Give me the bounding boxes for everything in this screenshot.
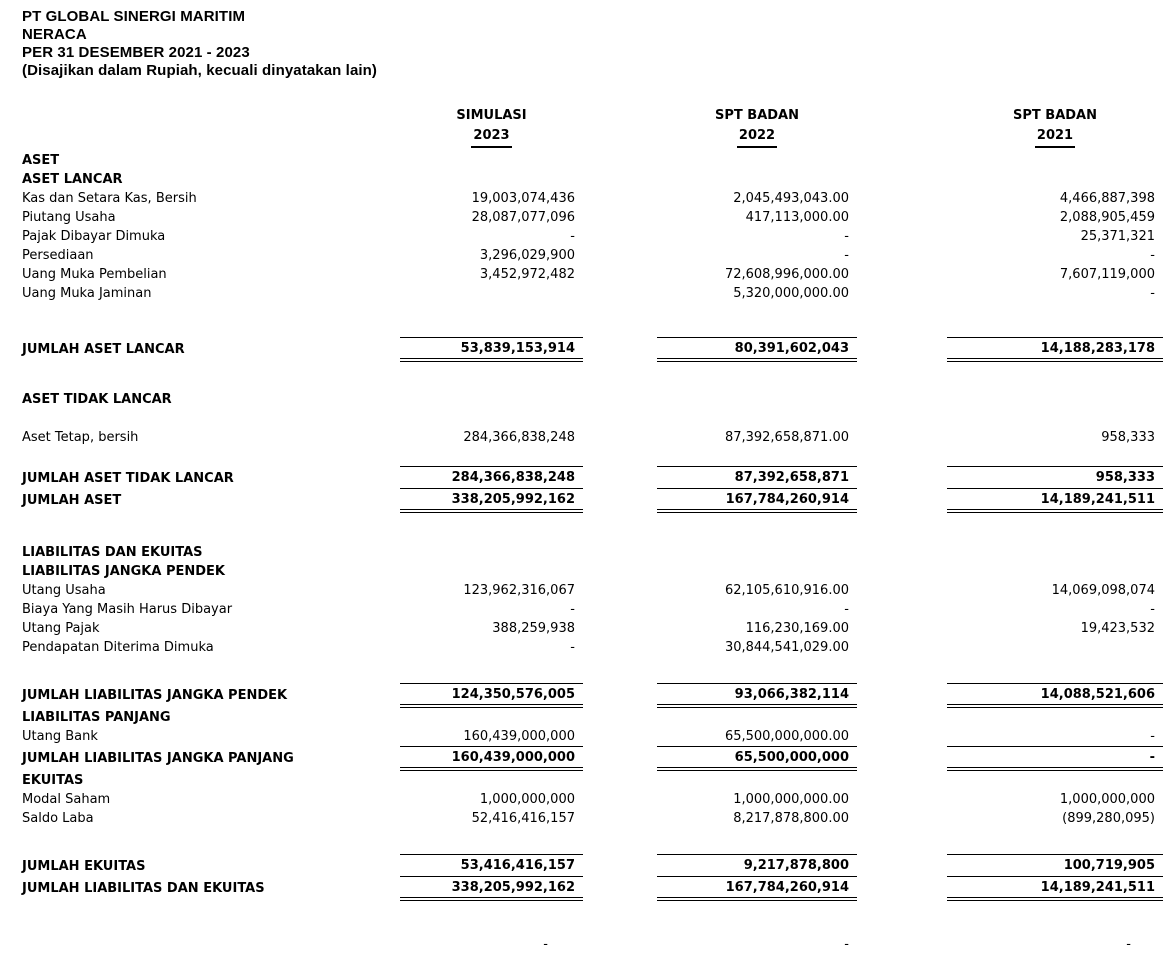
- row-label: Biaya Yang Masih Harus Dibayar: [22, 602, 233, 617]
- column-gap: [583, 708, 657, 727]
- value-2021: [947, 771, 1163, 790]
- value-2023: -: [543, 937, 548, 952]
- column-gap: [583, 428, 657, 447]
- row-label: JUMLAH ASET: [22, 493, 122, 508]
- value-2021: 958,333: [1101, 430, 1155, 445]
- spacer-row: [22, 828, 1174, 854]
- column-gap: [857, 170, 947, 189]
- table-row: [22, 337, 1174, 362]
- value-2021: [947, 170, 1163, 189]
- column-gap: [857, 771, 947, 790]
- table-row: [22, 876, 1174, 901]
- table-row: [22, 208, 1174, 227]
- value-2021: -: [947, 746, 1163, 771]
- column-gap: [583, 600, 657, 619]
- column-gap: [583, 727, 657, 746]
- column-gap: [583, 170, 657, 189]
- value-2023: 19,003,074,436: [471, 191, 575, 206]
- spacer-row: [22, 901, 1174, 935]
- value-2023: [400, 771, 583, 790]
- column-gap: [857, 227, 947, 246]
- value-2023: [400, 562, 583, 581]
- column-year-2021: [947, 126, 1163, 146]
- value-2021: -: [1150, 248, 1155, 263]
- value-2022: 80,391,602,043: [657, 337, 857, 362]
- report-period: PER 31 DESEMBER 2021 - 2023: [22, 44, 250, 61]
- value-2021: -: [1150, 729, 1155, 744]
- column-gap: [583, 488, 657, 513]
- column-gap: [583, 562, 657, 581]
- table-row: [22, 543, 1174, 562]
- row-label: LIABILITAS DAN EKUITAS: [22, 545, 203, 560]
- column-gap: [583, 337, 657, 362]
- value-2023: 124,350,576,005: [400, 683, 583, 708]
- table-body: [22, 151, 1174, 954]
- column-gap: [857, 935, 947, 954]
- value-2022: [657, 771, 857, 790]
- table-row: [22, 466, 1174, 488]
- row-label: LIABILITAS JANGKA PENDEK: [22, 564, 225, 579]
- value-2023: 160,439,000,000: [400, 746, 583, 771]
- row-label: JUMLAH LIABILITAS JANGKA PANJANG: [22, 751, 294, 766]
- value-2022: -: [844, 229, 849, 244]
- value-2022: [657, 170, 857, 189]
- column-gap: [857, 466, 947, 488]
- header-year-spacer: [22, 126, 400, 146]
- value-2022: 93,066,382,114: [657, 683, 857, 708]
- value-2023: [400, 390, 583, 409]
- value-2022: 8,217,878,800.00: [733, 811, 849, 826]
- value-2023: 53,839,153,914: [400, 337, 583, 362]
- table-row: [22, 771, 1174, 790]
- year-underline-2021: 2021: [1035, 126, 1075, 148]
- row-label: Utang Pajak: [22, 621, 100, 636]
- column-year-row: [22, 126, 1174, 146]
- column-year-2022: [657, 126, 857, 146]
- value-2022: 417,113,000.00: [745, 210, 849, 225]
- column-gap: [583, 227, 657, 246]
- row-label: Utang Bank: [22, 729, 98, 744]
- table-row: [22, 809, 1174, 828]
- table-row: [22, 854, 1174, 876]
- value-2023: 338,205,992,162: [400, 488, 583, 513]
- row-label: Pendapatan Diterima Dimuka: [22, 640, 214, 655]
- year-underline-2022: 2022: [737, 126, 777, 148]
- column-gap: [857, 581, 947, 600]
- value-2022: [657, 390, 857, 409]
- column-gap: [857, 126, 947, 146]
- table-row: [22, 227, 1174, 246]
- column-header-2021: SPT BADAN: [1013, 108, 1097, 123]
- row-label: ASET LANCAR: [22, 172, 123, 187]
- header-label-spacer: [22, 106, 400, 126]
- value-2022: 167,784,260,914: [657, 876, 857, 901]
- value-2021: 14,069,098,074: [1051, 583, 1155, 598]
- row-label: Persediaan: [22, 248, 94, 263]
- value-2021: 2,088,905,459: [1059, 210, 1155, 225]
- column-gap: [583, 854, 657, 876]
- spacer-row: [22, 409, 1174, 428]
- value-2021: 14,188,283,178: [947, 337, 1163, 362]
- row-label: Uang Muka Pembelian: [22, 267, 167, 282]
- spacer-row: [22, 362, 1174, 390]
- value-2021: [947, 151, 1163, 170]
- column-gap: [857, 488, 947, 513]
- value-2021: 1,000,000,000: [1059, 792, 1155, 807]
- column-gap: [857, 809, 947, 828]
- column-gap: [583, 208, 657, 227]
- value-2021: 19,423,532: [1080, 621, 1155, 636]
- table-row: [22, 683, 1174, 708]
- row-label: JUMLAH LIABILITAS DAN EKUITAS: [22, 881, 265, 896]
- value-2021: [947, 390, 1163, 409]
- column-gap: [583, 189, 657, 208]
- value-2021: -: [1150, 286, 1155, 301]
- value-2023: -: [570, 640, 575, 655]
- value-2023: 284,366,838,248: [400, 466, 583, 488]
- table-row: [22, 390, 1174, 409]
- value-2021: 100,719,905: [947, 854, 1163, 876]
- column-gap: [583, 581, 657, 600]
- value-2022: -: [844, 937, 849, 952]
- column-gap: [857, 390, 947, 409]
- row-label: JUMLAH ASET TIDAK LANCAR: [22, 471, 234, 486]
- row-label: Modal Saham: [22, 792, 111, 807]
- row-label: Utang Usaha: [22, 583, 106, 598]
- table-row: [22, 600, 1174, 619]
- value-2021: 14,088,521,606: [947, 683, 1163, 708]
- row-label: Uang Muka Jaminan: [22, 286, 152, 301]
- value-2023: 160,439,000,000: [463, 729, 575, 744]
- value-2021: [947, 562, 1163, 581]
- value-2023: 338,205,992,162: [400, 876, 583, 901]
- value-2021: [947, 708, 1163, 727]
- row-label: Saldo Laba: [22, 811, 94, 826]
- value-2022: -: [844, 248, 849, 263]
- column-gap: [857, 265, 947, 284]
- row-label: EKUITAS: [22, 773, 84, 788]
- column-gap: [583, 390, 657, 409]
- spacer-row: [22, 447, 1174, 466]
- table-row: [22, 246, 1174, 265]
- table-row: [22, 488, 1174, 513]
- row-label: JUMLAH ASET LANCAR: [22, 342, 185, 357]
- column-gap: [857, 746, 947, 771]
- column-gap: [857, 619, 947, 638]
- year-underline-2023: 2023: [471, 126, 511, 148]
- value-2022: 87,392,658,871: [657, 466, 857, 488]
- column-header-2022: SPT BADAN: [715, 108, 799, 123]
- spacer-row: [22, 657, 1174, 683]
- value-2023: -: [570, 229, 575, 244]
- table-row: [22, 189, 1174, 208]
- value-2023: [400, 151, 583, 170]
- column-gap: [583, 876, 657, 901]
- table-row: [22, 727, 1174, 746]
- column-gap: [857, 683, 947, 708]
- value-2021: 25,371,321: [1080, 229, 1155, 244]
- column-gap: [583, 246, 657, 265]
- value-2022: [657, 708, 857, 727]
- table-row: [22, 265, 1174, 284]
- value-2021: [947, 543, 1163, 562]
- value-2022: 2,045,493,043.00: [733, 191, 849, 206]
- row-label: Kas dan Setara Kas, Bersih: [22, 191, 197, 206]
- column-gap: [583, 126, 657, 146]
- column-gap: [583, 151, 657, 170]
- column-gap: [857, 727, 947, 746]
- value-2023: 3,452,972,482: [479, 267, 575, 282]
- table-row: [22, 581, 1174, 600]
- column-gap: [583, 935, 657, 954]
- value-2023: 53,416,416,157: [400, 854, 583, 876]
- value-2023: 3,296,029,900: [479, 248, 575, 263]
- table-row: [22, 619, 1174, 638]
- value-2023: 123,962,316,067: [463, 583, 575, 598]
- value-2022: [657, 562, 857, 581]
- column-gap: [857, 543, 947, 562]
- column-gap: [583, 284, 657, 303]
- column-gap: [857, 106, 947, 126]
- column-gap: [583, 619, 657, 638]
- value-2023: [400, 708, 583, 727]
- value-2022: 30,844,541,029.00: [724, 640, 849, 655]
- column-gap: [857, 876, 947, 901]
- row-label: Aset Tetap, bersih: [22, 430, 139, 445]
- column-gap: [583, 683, 657, 708]
- company-name: PT GLOBAL SINERGI MARITIM: [22, 8, 246, 25]
- row-label: ASET TIDAK LANCAR: [22, 392, 172, 407]
- column-gap: [857, 428, 947, 447]
- column-gap: [857, 246, 947, 265]
- value-2021: 958,333: [947, 466, 1163, 488]
- column-gap: [583, 771, 657, 790]
- value-2023: 28,087,077,096: [471, 210, 575, 225]
- column-gap: [857, 337, 947, 362]
- report-title: NERACA: [22, 26, 87, 43]
- spacer-row: [22, 513, 1174, 543]
- table-row: [22, 562, 1174, 581]
- column-year-2023: [400, 126, 583, 146]
- column-gap: [583, 790, 657, 809]
- column-gap: [857, 708, 947, 727]
- value-2022: 1,000,000,000.00: [733, 792, 849, 807]
- value-2021: (899,280,095): [1062, 811, 1155, 826]
- value-2022: -: [844, 602, 849, 617]
- table-row: [22, 151, 1174, 170]
- value-2023: [400, 543, 583, 562]
- table-row: [22, 638, 1174, 657]
- column-header-row: [22, 106, 1174, 126]
- column-gap: [857, 208, 947, 227]
- value-2023: 388,259,938: [492, 621, 575, 636]
- column-gap: [857, 600, 947, 619]
- table-row: [22, 790, 1174, 809]
- table-row: [22, 284, 1174, 303]
- value-2023: 284,366,838,248: [463, 430, 575, 445]
- row-label: JUMLAH LIABILITAS JANGKA PENDEK: [22, 688, 288, 703]
- value-2022: 87,392,658,871.00: [724, 430, 849, 445]
- value-2022: 167,784,260,914: [657, 488, 857, 513]
- table-row: [22, 708, 1174, 727]
- value-2021: [947, 638, 1163, 657]
- column-gap: [857, 189, 947, 208]
- value-2021: -: [1126, 937, 1131, 952]
- value-2022: 9,217,878,800: [657, 854, 857, 876]
- column-gap: [857, 151, 947, 170]
- column-gap: [583, 638, 657, 657]
- row-label: JUMLAH EKUITAS: [22, 859, 146, 874]
- column-gap: [857, 284, 947, 303]
- value-2023: 1,000,000,000: [479, 792, 575, 807]
- value-2022: 116,230,169.00: [745, 621, 849, 636]
- column-gap: [583, 809, 657, 828]
- column-gap: [857, 562, 947, 581]
- report-note: (Disajikan dalam Rupiah, kecuali dinyatakan lain): [22, 62, 378, 79]
- row-label: Pajak Dibayar Dimuka: [22, 229, 166, 244]
- table-row: [22, 746, 1174, 771]
- row-label: [22, 935, 400, 954]
- column-gap: [857, 638, 947, 657]
- value-2023: 52,416,416,157: [471, 811, 575, 826]
- report-header: [22, 8, 1174, 80]
- value-2022: [657, 543, 857, 562]
- value-2023: -: [570, 602, 575, 617]
- table-row: [22, 935, 1174, 954]
- value-2022: 65,500,000,000.00: [724, 729, 849, 744]
- column-gap: [857, 790, 947, 809]
- table-row: [22, 170, 1174, 189]
- value-2022: 5,320,000,000.00: [733, 286, 849, 301]
- value-2022: 62,105,610,916.00: [724, 583, 849, 598]
- balance-sheet-table: [22, 106, 1174, 954]
- row-label: ASET: [22, 153, 60, 168]
- value-2022: [657, 151, 857, 170]
- spacer-row: [22, 303, 1174, 337]
- column-gap: [583, 466, 657, 488]
- table-row: [22, 428, 1174, 447]
- value-2022: 72,608,996,000.00: [724, 267, 849, 282]
- column-gap: [857, 854, 947, 876]
- value-2021: 7,607,119,000: [1059, 267, 1155, 282]
- value-2021: 14,189,241,511: [947, 488, 1163, 513]
- row-label: LIABILITAS PANJANG: [22, 710, 171, 725]
- row-label: Piutang Usaha: [22, 210, 116, 225]
- value-2022: 65,500,000,000: [657, 746, 857, 771]
- value-2023: [400, 284, 583, 303]
- column-gap: [583, 106, 657, 126]
- value-2023: [400, 170, 583, 189]
- value-2021: 14,189,241,511: [947, 876, 1163, 901]
- column-header-2023: SIMULASI: [456, 108, 527, 123]
- value-2021: 4,466,887,398: [1059, 191, 1155, 206]
- column-gap: [583, 543, 657, 562]
- column-gap: [583, 746, 657, 771]
- column-gap: [583, 265, 657, 284]
- value-2021: -: [1150, 602, 1155, 617]
